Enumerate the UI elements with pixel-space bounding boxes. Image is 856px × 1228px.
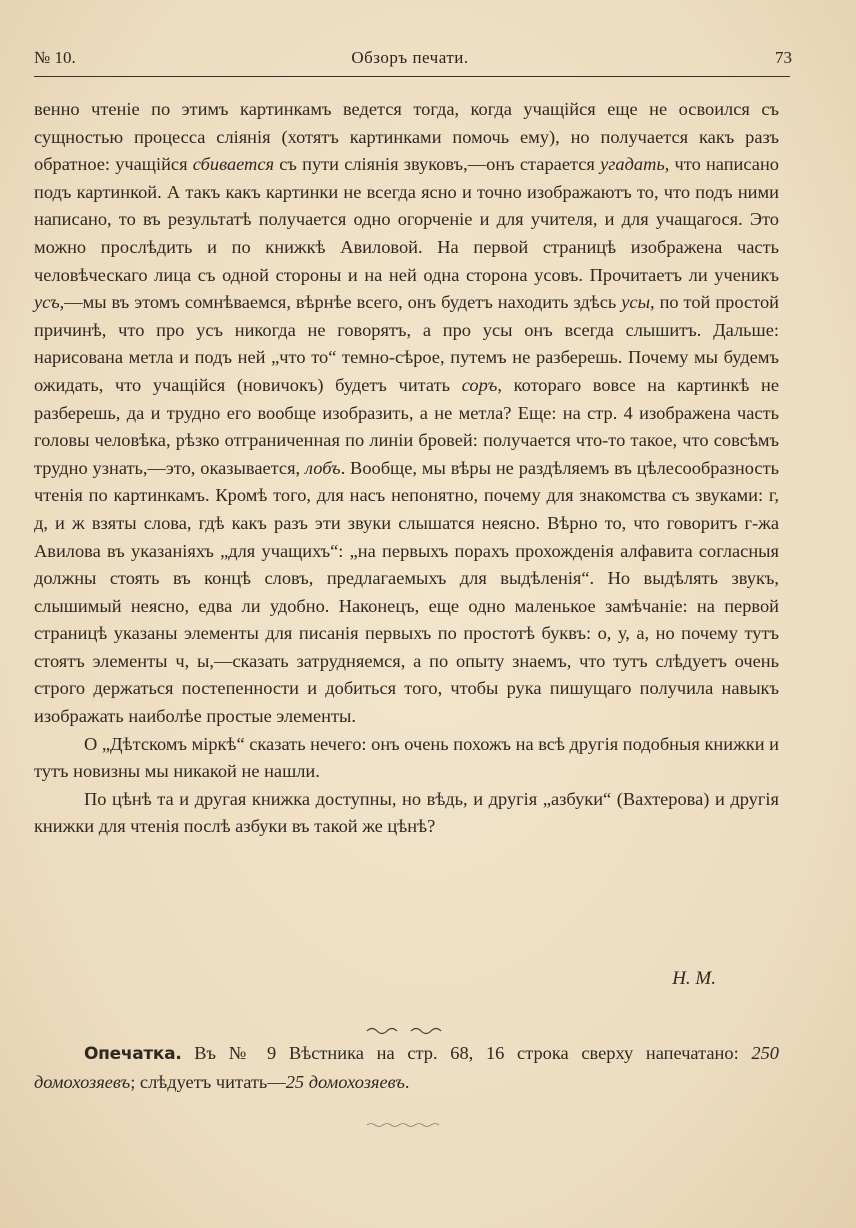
emphasis-text: угадать [600,154,665,175]
emphasis-text: лобъ [305,457,341,478]
paragraph-3 [34,786,779,841]
text-run: О „Дѣтскомъ мiркѣ“ сказать нечего: онъ очень похожъ на всѣ другія подобныя книжки и тутъ новизны мы никакой не нашли. [34,733,779,782]
header-rule [34,76,790,77]
text-run: ; слѣдуетъ читать— [130,1071,286,1092]
paragraph-2 [34,731,779,786]
emphasis-text: 25 домохозяевъ [285,1071,405,1092]
issue-number: № 10. [34,48,76,67]
page-number: 73 [775,48,792,67]
text-run: По цѣнѣ та и другая книжка доступны, но вѣдь, и другія „азбуки“ (Вахтерова) и другія книжки для чтенія послѣ азбуки въ такой же цѣнѣ? [34,788,779,837]
text-run: , по той простой причинѣ, что про усъ никогда не говорятъ, а про усы онъ всегда слышитъ. Дальше: нарисована метла и подъ ней „что то“ темно-сѣрое, путемъ не разберешь. Почему мы будемъ ожидать, что учащійся (новичокъ) будетъ читать [34,292,780,395]
author-signature: Н. М. [672,968,716,989]
section-separator [365,1024,455,1036]
text-run: , что написано подъ картинкой. А такъ какъ картинки не всегда ясно и точно изображаютъ то, что подъ ними написано, то въ результатѣ получается одно огорченіе и для учителя, и для учащагося. Это можно прослѣдить и по книжкѣ Авиловой. На первой страницѣ изображена часть человѣческаго лица съ одной стороны и на ней одна сторона усовъ. Прочитаетъ ли ученикъ [34,154,779,285]
emphasis-text: соръ [461,374,498,395]
erratum-note [34,1040,779,1096]
text-run: , котораго вовсе на картинкѣ не разберешь, да и трудно его вообще изобразить, а не метла? Еще: на стр. 4 изображена часть головы человѣка, рѣзко отграниченная по линіи бровей: получается что-то такое, что совсѣмъ трудно узнать,—это, оказывается, [34,374,779,478]
text-run: ,—мы въ этомъ сомнѣваемся, вѣрнѣе всего, онъ будетъ находить здѣсь [59,292,622,313]
emphasis-text: 250 домохозяевъ [34,1043,779,1092]
paragraph-1 [34,96,779,731]
text-run: . [404,1071,410,1092]
running-title: Обзоръ печати. [351,48,469,67]
emphasis-text: сбивается [192,154,275,175]
page-header [34,48,792,74]
article-body [34,96,779,841]
emphasis-text: усы [621,292,651,313]
text-run: венно чтеніе по этимъ картинкамъ ведется тогда, когда учащійся еще не освоился съ сущностью процесса слiянія (хотятъ картинками помочь ему), но получается какъ разъ обратное: учащійся [34,99,779,175]
text-run: Въ № 9 Вѣстника на стр. 68, 16 строка сверху напечатано: [181,1043,752,1063]
text-run: . Вообще, мы вѣры не раздѣляемъ въ цѣлесообразность чтенія по картинкамъ. Кромѣ того, для насъ непонятно, почему для знакомства съ звуками: г, д, и ж взяты слова, гдѣ какъ разъ эти звуки слышатся неясно. Вѣрно то, что говоритъ г-жа Авилова въ указаніяхъ „для учащихъ“: „на первыхъ порахъ прохожденія алфавита согласныя должны стоять въ концѣ словъ, предлагаемыхъ для выдѣленія“. Но выдѣлять звукъ, слышимый неясно, едва ли удобно. Наконецъ, еще одно маленькое замѣчаніе: на первой страницѣ указаны элементы для писанія первыхъ по простотѣ буквъ: о, у, а, но почему тутъ стоятъ элементы ч, ы,—сказать затрудняемся, а по опыту знаемъ, что тутъ слѣдуетъ очень строго держаться постепенности и добиться того, чтобы рука пишущаго получила навыкъ изображать наиболѣе простые элементы. [34,457,779,727]
text-run: съ пути слiянія звуковъ,—онъ старается [274,154,601,175]
emphasis-text: усъ [34,292,60,313]
bottom-separator [365,1120,445,1130]
erratum-label: Опечатка. [84,1044,182,1064]
